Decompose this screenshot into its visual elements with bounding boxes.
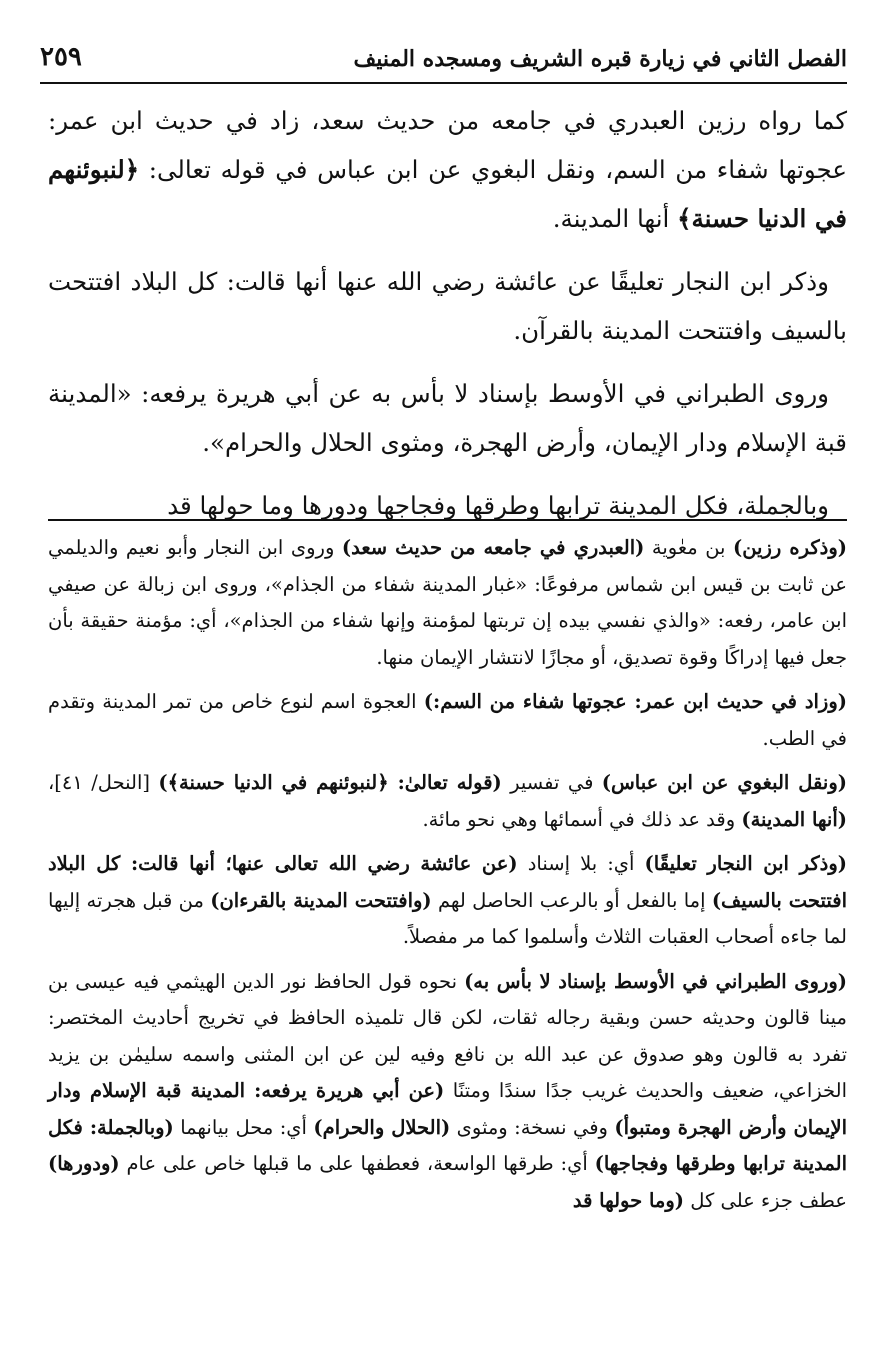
main-segment: وبالجملة، فكل المدينة ترابها وطرقها وفجاجها ودورها وما حولها قد	[167, 491, 829, 520]
main-segment: وروى الطبراني في الأوسط بإسناد لا بأس به عن أبي هريرة يرفعه: «المدينة قبة الإسلام ودار الإيمان، وأرض الهجرة، ومثوى الحلال والحرام».	[48, 379, 847, 457]
commentary-segment: عطف جزء على كل	[684, 1188, 847, 1212]
main-paragraph	[48, 257, 847, 355]
commentary-paragraph	[48, 765, 847, 838]
commentary-paragraph	[48, 530, 847, 676]
page-number: ٢٥٩	[40, 42, 82, 72]
commentary-lemma: (وذكره رزين)	[732, 536, 847, 559]
commentary-segment: نحوه قول الحافظ نور الدين الهيثمي فيه عيسى بن مينا قالون وحديثه حسن وبقية رجاله ثقات، لكن قال تلميذه الحافظ في تخريج أحاديث المختصر: تفرد به قالون وهو صدوق عن عبد الله بن نافع وفيه لين عن ابن المثنى واسمه سليمٰن بن يزيد الخزاعي، ضعيف والحديث غريب جدًا سندًا ومتنًا	[48, 969, 847, 1102]
commentary-segment: العجوة اسم لنوع خاص من تمر المدينة وتقدم في الطب.	[48, 690, 847, 750]
commentary-segment: وقد عد ذلك في أسمائها وهي نحو مائة.	[422, 807, 742, 831]
main-segment: وذكر ابن النجار تعليقًا عن عائشة رضي الله عنها أنها قالت: كل البلاد افتتحت بالسيف وافتتحت المدينة بالقرآن.	[48, 267, 847, 345]
main-segment: أنها المدينة.	[552, 204, 678, 233]
commentary-lemma: (وما حولها قد	[572, 1188, 684, 1212]
commentary-paragraph	[48, 964, 847, 1220]
main-paragraph	[48, 96, 847, 243]
commentary-lemma: (عن عائشة رضي الله تعالى عنها؛ أنها قالت: كل البلاد افتتحت بالسيف)	[48, 852, 847, 912]
commentary	[48, 530, 847, 1227]
commentary-lemma: (وذكر ابن النجار تعليقًا)	[644, 852, 848, 875]
commentary-segment: بن معٰوية	[644, 536, 733, 559]
commentary-segment: أي: بلا إسناد	[517, 852, 645, 875]
commentary-lemma: (وبالجملة: فكل المدينة ترابها وطرقها وفجاجها)	[48, 1115, 847, 1175]
commentary-lemma: (ودورها)	[48, 1152, 120, 1175]
commentary-lemma: (قوله تعالىٰ: ﴿لنبوئنهم في الدنيا حسنة﴾)	[158, 771, 502, 794]
commentary-lemma: (أنها المدينة)	[741, 807, 847, 831]
commentary-segment: وروى ابن النجار وأبو نعيم والديلمي عن ثابت بن قيس ابن شماس مرفوعًا: «غبار المدينة شفاء من الجذام»، وروى ابن زبالة عن صيفي ابن عامر، رفعه: «والذي نفسي بيده إن تربتها لمؤمنة وإنها شفاء من الجذام»، أي: مؤمنة حقيقة بأن جعل فيها إدراكًا وقوة تصديق، أو مجازًا لانتشار الإيمان منها.	[48, 536, 847, 669]
quran-verse: ﴿لنبوئنهم في الدنيا حسنة﴾	[48, 155, 847, 233]
main-segment: كما رواه رزين العبدري في جامعه من حديث سعد، زاد في حديث ابن عمر: عجوتها شفاء من السم، ونقل البغوي عن ابن عباس في قوله تعالى:	[48, 106, 847, 184]
commentary-lemma: (الحلال والحرام)	[313, 1115, 451, 1139]
footnote-divider	[48, 519, 847, 521]
commentary-paragraph	[48, 684, 847, 757]
commentary-paragraph	[48, 846, 847, 956]
commentary-segment: إما بالفعل أو بالرعب الحاصل لهم	[431, 888, 712, 912]
commentary-lemma: (وزاد في حديث ابن عمر: عجوتها شفاء من السم:)	[423, 690, 847, 713]
main-text	[48, 96, 847, 544]
commentary-lemma: (العبدري في جامعه من حديث سعد)	[341, 536, 645, 559]
commentary-segment: أي: طرقها الواسعة، فعطفها على ما قبلها خاص على عام	[119, 1152, 595, 1175]
commentary-segment: أي: محل بيانهما	[173, 1115, 314, 1139]
commentary-lemma: (ونقل البغوي عن ابن عباس)	[601, 771, 847, 794]
main-paragraph	[48, 369, 847, 467]
main-paragraph	[48, 481, 847, 530]
page-header	[40, 38, 847, 84]
commentary-segment: وفي نسخة: ومثوى	[450, 1115, 615, 1139]
commentary-segment: من قبل هجرته إليها لما جاءه أصحاب العقبات الثلاث وأسلموا كما مر مفصلاً.	[48, 888, 847, 948]
commentary-lemma: (عن أبي هريرة يرفعه: المدينة قبة الإسلام ودار الإيمان وأرض الهجرة ومتبوأ)	[48, 1079, 847, 1139]
commentary-segment: [النحل/ ٤١]،	[48, 771, 159, 794]
commentary-lemma: (وروى الطبراني في الأوسط بإسناد لا بأس به)	[464, 969, 848, 993]
commentary-segment: في تفسير	[501, 771, 602, 794]
commentary-lemma: (وافتتحت المدينة بالقرءان)	[210, 888, 432, 912]
running-title: الفصل الثاني في زيارة قبره الشريف ومسجده المنيف	[353, 46, 847, 72]
